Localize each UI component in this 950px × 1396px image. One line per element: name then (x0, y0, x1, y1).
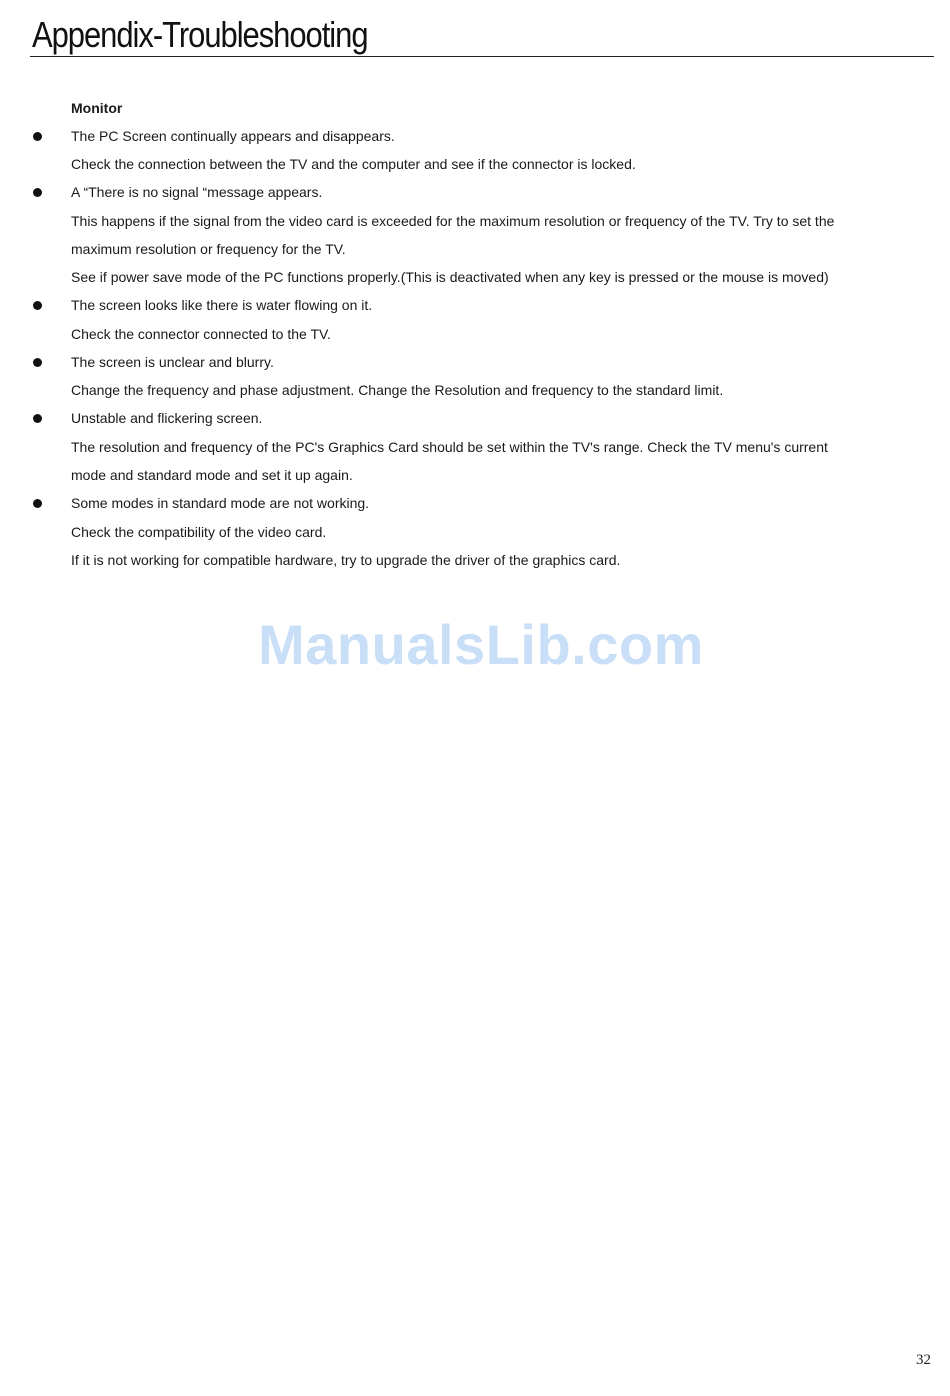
symptom-text: Some modes in standard mode are not working. (71, 495, 370, 511)
page-header (30, 10, 934, 57)
solution-text: Check the connector connected to the TV. (71, 326, 331, 342)
bullet-icon (33, 132, 42, 141)
bullet-icon (33, 188, 42, 197)
symptom-text: The screen is unclear and blurry. (71, 354, 274, 370)
bullet-icon (33, 358, 42, 367)
page-title: Appendix-Troubleshooting (32, 14, 368, 55)
solution-text: Check the compatibility of the video card. (71, 524, 327, 540)
bullet-icon (33, 301, 42, 310)
solution-text: The resolution and frequency of the PC's Graphics Card should be set within the TV's range. Check the TV menu's current (71, 439, 828, 455)
symptom-text: The screen looks like there is water flowing on it. (71, 297, 373, 313)
solution-text: mode and standard mode and set it up again. (71, 467, 353, 483)
symptom-text: Unstable and flickering screen. (71, 410, 263, 426)
symptom-text: The PC Screen continually appears and disappears. (71, 128, 395, 144)
manualslib-watermark: ManualsLib.com (258, 613, 704, 676)
solution-text: Change the frequency and phase adjustment. Change the Resolution and frequency to the standard limit. (71, 382, 724, 398)
solution-text: maximum resolution or frequency for the TV. (71, 241, 346, 257)
solution-text: See if power save mode of the PC functions properly.(This is deactivated when any key is pressed or the mouse is moved) (71, 269, 829, 285)
bullet-icon (33, 499, 42, 508)
bullet-icon (33, 414, 42, 423)
section-heading: Monitor (71, 100, 123, 116)
page-number: 32 (916, 1352, 931, 1368)
solution-text: This happens if the signal from the video card is exceeded for the maximum resolution or frequency of the TV. Try to set the (71, 213, 835, 229)
solution-text: Check the connection between the TV and the computer and see if the connector is locked. (71, 156, 636, 172)
solution-text: If it is not working for compatible hardware, try to upgrade the driver of the graphics card. (71, 552, 621, 568)
symptom-text: A “There is no signal “message appears. (71, 184, 323, 200)
